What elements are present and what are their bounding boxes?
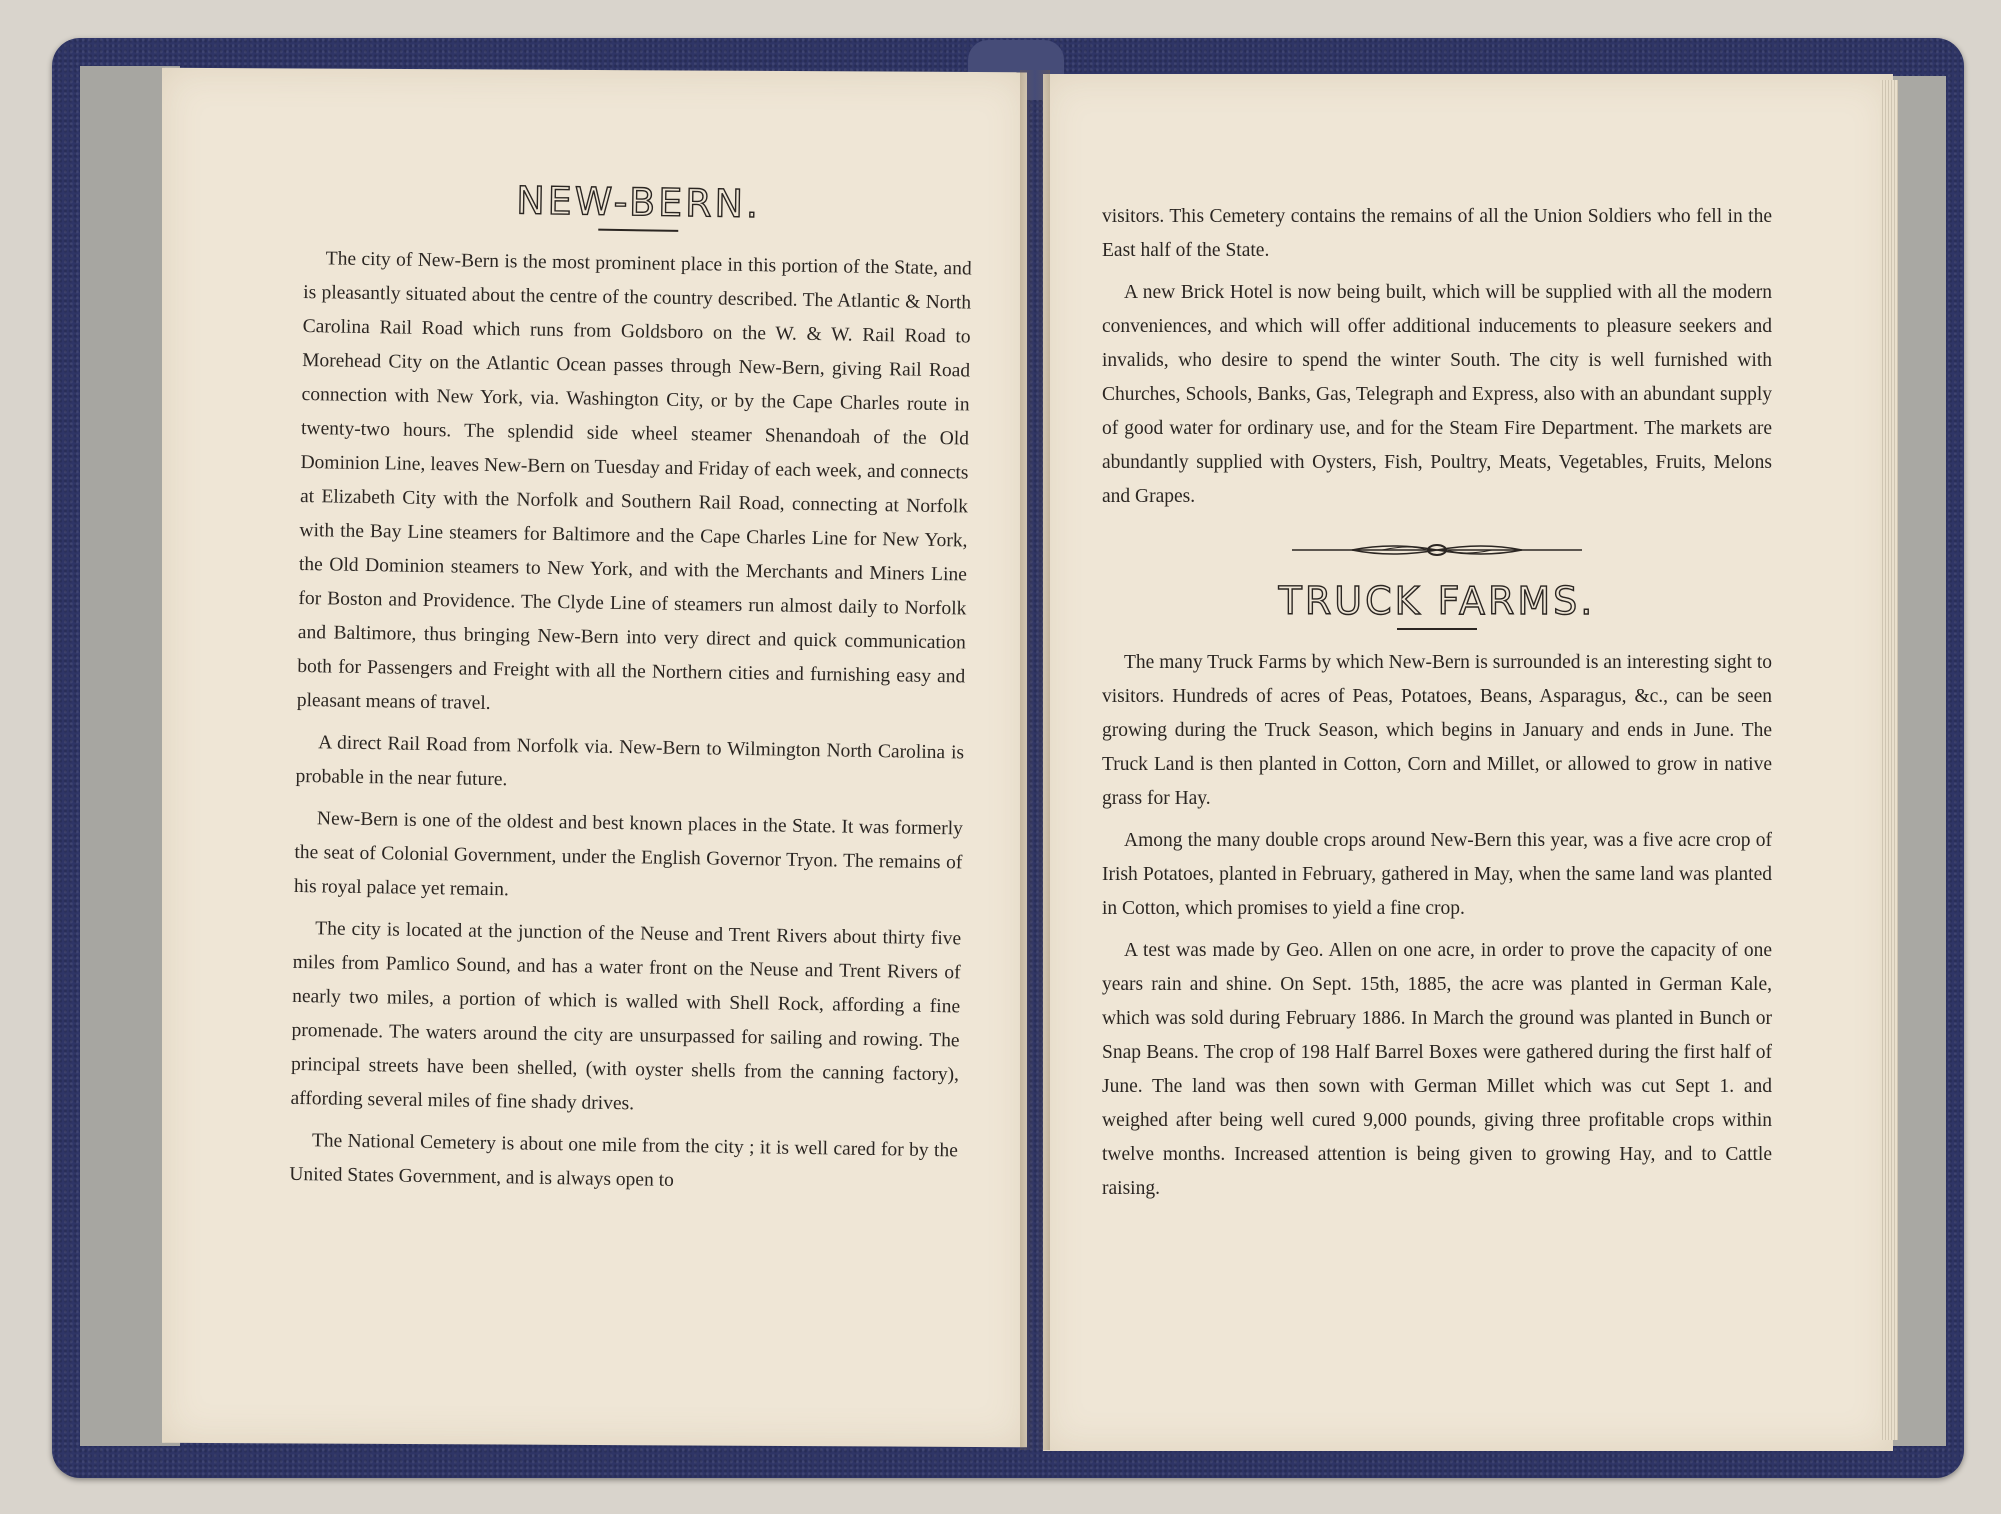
paragraph: A new Brick Hotel is now being built, which will be supplied with all the modern conveniences, and which will offer additional inducements to pleasure seekers and invalids, who desire to spend the winter South. The city is well furnished with Churches, Schools, Banks, Gas, Telegraph and Express, also with an abundant supply of good water for ordinary use, and for the Steam Fire Department. The markets are abundantly supplied with Oysters, Fish, Poultry, Meats, Vegetables, Fruits, Melons and Grapes. (1102, 282, 1772, 507)
paragraph: The many Truck Farms by which New-Bern is surrounded is an interesting sight to visitors. Hundreds of acres of Peas, Potatoes, Beans, Asparagus, &c., can be seen growing during the Truck Season, which begins in January and ends in June. The Truck Land is then planted in Cotton, Corn and Millet, or allowed to grow in native grass for Hay. (1102, 652, 1772, 809)
paragraph: A test was made by Geo. Allen on one acre, in order to prove the capacity of one years rain and shine. On Sept. 15th, 1885, the acre was planted in German Kale, which was sold during February 1886. In March the ground was planted in Bunch or Snap Beans. The crop of 198 Half Barrel Boxes were gathered during the first half of June. The land was then sown with German Millet which was cut Sept 1. and weighed after being well cured 9,000 pounds, giving three profitable crops within twelve months. Increased attention is being given to growing Hay, and to Cattle raising. (1102, 940, 1772, 1199)
paragraph: The National Cemetery is about one mile from the city ; it is well cared for by the United States Government, and is always open to (289, 1130, 958, 1191)
book-gutter (1020, 70, 1050, 1450)
left-page-text (289, 180, 973, 1210)
right-endpaper (1890, 76, 1946, 1446)
page-edges (1880, 80, 1898, 1440)
paragraph: The city is located at the junction of the Neuse and Trent Rivers about thirty five miles from Pamlico Sound, and has a water front on the Neuse and Trent Rivers of nearly two miles, a portion of which is walled with Shell Rock, affording a fine promenade. The waters around the city are unsurpassed for sailing and rowing. The principal streets have been shelled, (with oyster shells from the canning factory), affording several miles of fine shady drives. (290, 918, 962, 1115)
paragraph: The city of New-Bern is the most prominent place in this portion of the State, and is pleasantly situated about the centre of the country described. The Atlantic & North Carolina Rail Road which runs from Goldsboro on the W. & W. Rail Road to Morehead City on the Atlantic Ocean passes through New-Bern, giving Rail Road connection with New York, via. Washington City, or by the Cape Charles route in twenty-two hours. The splendid side wheel steamer Shenandoah of the Old Dominion Line, leaves New-Bern on Tuesday and Friday of each week, and connects at Elizabeth City with the Norfolk and Southern Rail Road, connecting at Norfolk with the Bay Line steamers for Baltimore and the Cape Charles Line for New York, the Old Dominion steamers to New York, and with the Merchants and Miners Line for Boston and Providence. The Clyde Line of steamers run almost daily to Norfolk and Baltimore, thus bringing New-Bern into very direct and quick communication both for Passengers and Freight with all the Northern cities and furnishing easy and pleasant means of travel. (296, 248, 972, 714)
ornament-divider (1292, 540, 1582, 560)
paragraph: New-Bern is one of the oldest and best known places in the State. It was formerly the seat of Colonial Government, under the English Governor Tryon. The remains of his royal palace yet remain. (293, 808, 964, 901)
paragraph-continuation: visitors. This Cemetery contains the remains of all the Union Soldiers who fell in the East half of the State. (1102, 206, 1772, 261)
heading-rule (598, 229, 678, 232)
truck-farms-heading: TRUCK FARMS. (1278, 579, 1596, 623)
new-bern-heading: NEW-BERN. (515, 178, 762, 227)
paragraph: A direct Rail Road from Norfolk via. New-Bern to Wilmington North Carolina is probable in the near future. (295, 732, 965, 791)
right-page-text (1102, 200, 1772, 1214)
heading-rule (1397, 628, 1477, 630)
paragraph: Among the many double crops around New-Bern this year, was a five acre crop of Irish Potatoes, planted in February, gathered in May, when the same land was planted in Cotton, which promises to yield a fine crop. (1102, 830, 1772, 919)
